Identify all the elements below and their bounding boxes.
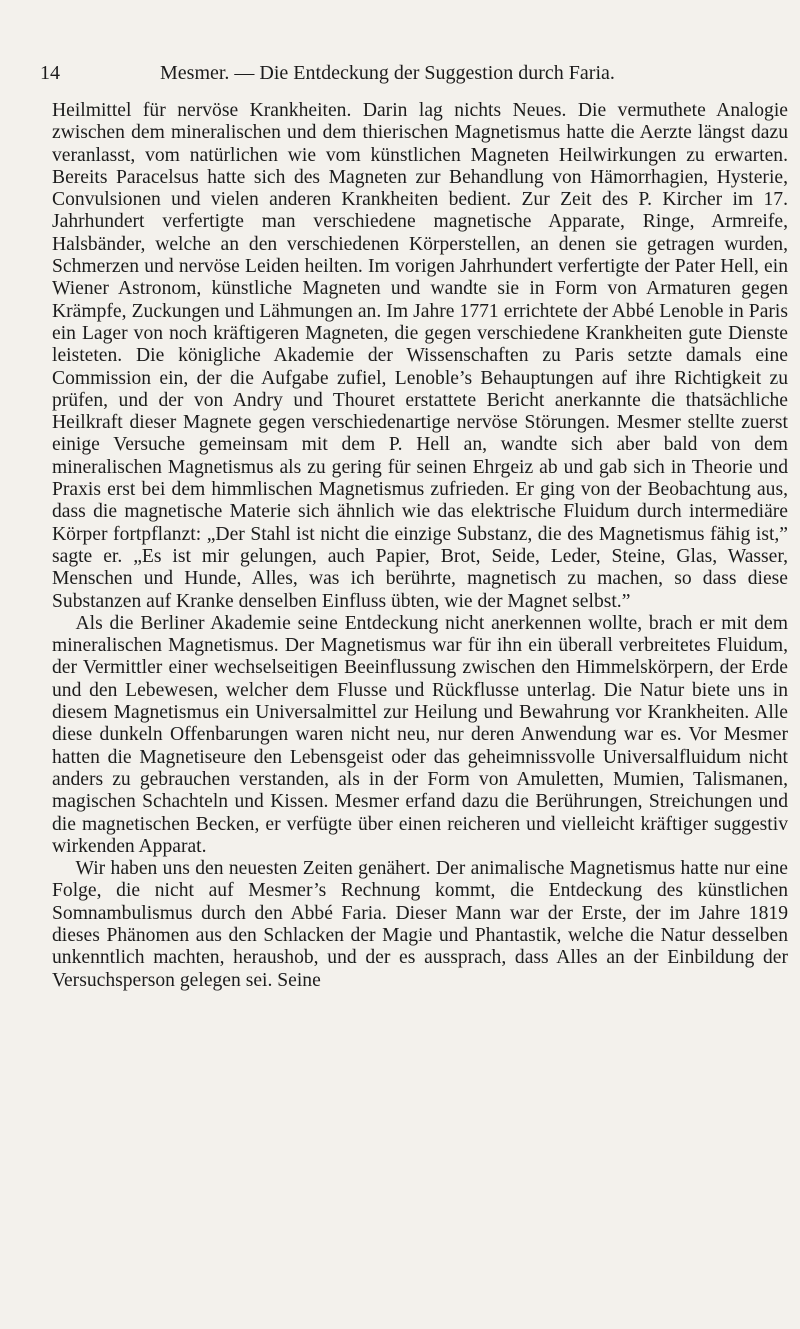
body-text [52, 100, 788, 992]
paragraph: Heilmittel für nervöse Krankheiten. Darin lag nichts Neues. Die vermuthete Analogie zwischen dem mineralischen und dem thierischen Magnetismus hatte die Aerzte längst dazu veranlasst, vom natürlichen wie vom künstlichen Magneten Heilwirkungen zu erwarten. Bereits Paracelsus hatte sich des Magneten zur Behandlung von Hämorrhagien, Hysterie, Convulsionen und vielen anderen Krankheiten bedient. Zur Zeit des P. Kircher im 17. Jahrhundert verfertigte man verschiedene magnetische Apparate, Ringe, Armreife, Halsbänder, welche an den verschiedenen Körperstellen, an denen sie getragen wurden, Schmerzen und nervöse Leiden heilten. Im vorigen Jahrhundert verfertigte der Pater Hell, ein Wiener Astronom, künstliche Magneten und wandte sie in Form von Armaturen gegen Krämpfe, Zuckungen und Lähmungen an. Im Jahre 1771 errichtete der Abbé Lenoble in Paris ein Lager von noch kräftigeren Magneten, die gegen verschiedene Krankheiten gute Dienste leisteten. Die königliche Akademie der Wissenschaften zu Paris setzte damals eine Commission ein, der die Aufgabe zufiel, Lenoble’s Behauptungen auf ihre Richtigkeit zu prüfen, und der von Andry und Thouret erstattete Bericht anerkannte die thatsächliche Heilkraft dieser Magnete gegen verschiedenartige nervöse Störungen. Mesmer stellte zuerst einige Versuche gemeinsam mit dem P. Hell an, wandte sich aber bald von dem mineralischen Magnetismus als zu gering für seinen Ehrgeiz ab und gab sich in Theorie und Praxis erst bei dem himmlischen Magnetismus zufrieden. Er ging von der Beobachtung aus, dass die magnetische Materie sich ähnlich wie das elektrische Fluidum durch intermediäre Körper fortpflanzt: „Der Stahl ist nicht die einzige Substanz, die des Magnetismus fähig ist,” sagte er. „Es ist mir gelungen, auch Papier, Brot, Seide, Leder, Steine, Glas, Wasser, Menschen und Hunde, Alles, was ich berührte, magnetisch zu machen, so dass diese Substanzen auf Kranke denselben Einfluss übten, wie der Magnet selbst.” [52, 100, 788, 612]
running-head: Mesmer. — Die Entdeckung der Suggestion durch Faria. [160, 62, 615, 84]
paragraph: Als die Berliner Akademie seine Entdeckung nicht anerkennen wollte, brach er mit dem mineralischen Magnetismus. Der Magnetismus war für ihn ein überall verbreitetes Fluidum, der Vermittler einer wechselseitigen Beeinflussung zwischen den Himmelskörpern, der Erde und den Lebewesen, welcher dem Flusse und Rückflusse unterlag. Die Natur biete uns in diesem Magnetismus ein Universalmittel zur Heilung und Bewahrung vor Krankheiten. Alle diese dunkeln Offenbarungen waren nicht neu, nur deren Anwendung war es. Vor Mesmer hatten die Magnetiseure den Lebensgeist oder das geheimnissvolle Universalfluidum nicht anders zu gebrauchen verstanden, als in der Form von Amuletten, Mumien, Talismanen, magischen Schachteln und Kissen. Mesmer erfand dazu die Berührungen, Streichungen und die magnetischen Becken, er verfügte über einen reicheren und vielleicht kräftiger suggestiv wirkenden Apparat. [52, 612, 788, 857]
paragraph: Wir haben uns den neuesten Zeiten genähert. Der animalische Magnetismus hatte nur eine Folge, die nicht auf Mesmer’s Rechnung kommt, die Entdeckung des künstlichen Somnambulismus durch den Abbé Faria. Dieser Mann war der Erste, der im Jahre 1819 dieses Phänomen aus den Schlacken der Magie und Phantastik, welche die Natur desselben unkenntlich machten, heraushob, und der es aussprach, dass Alles an der Einbildung der Versuchsperson gelegen sei. Seine [52, 858, 788, 991]
page-number: 14 [40, 62, 60, 84]
